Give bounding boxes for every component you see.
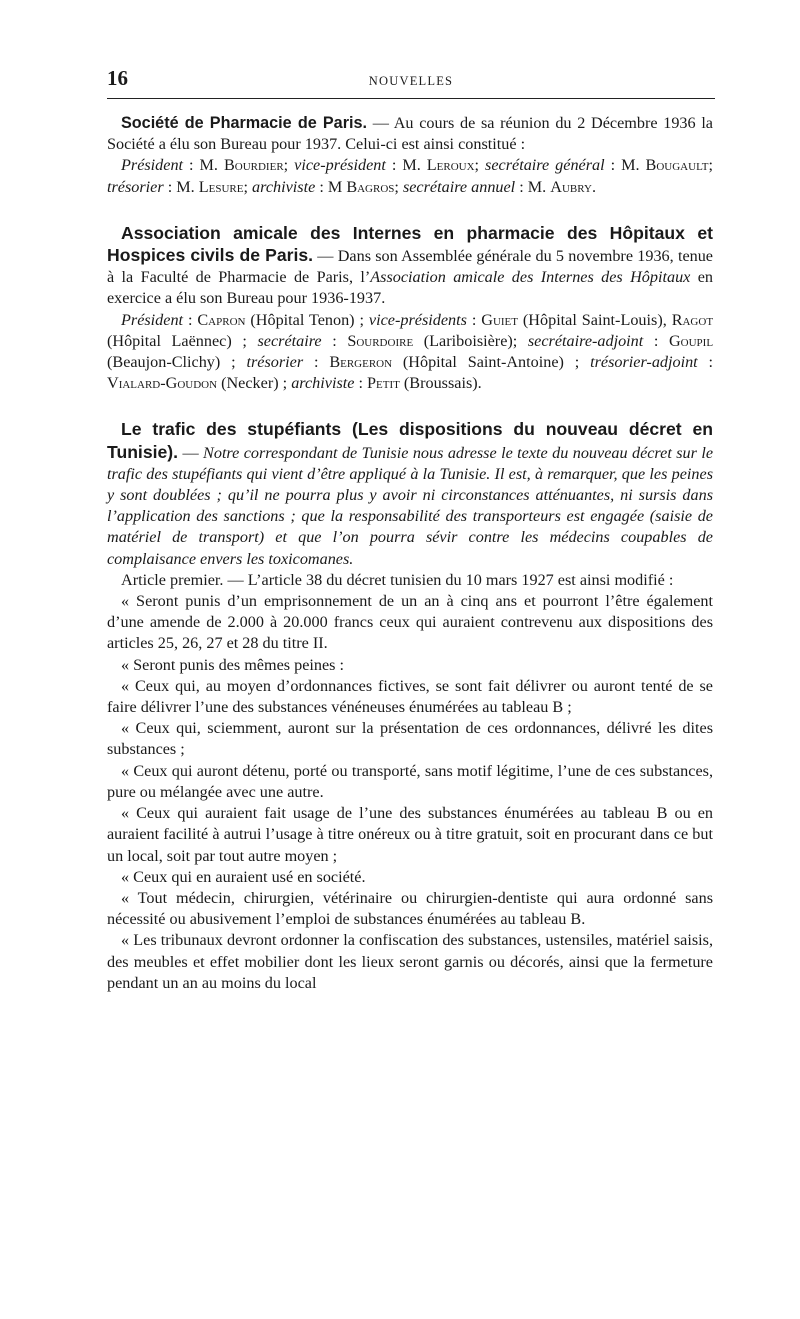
role-entry: secrétaire : Sourdoire (Lariboisière); — [257, 331, 518, 350]
section-heading: Société de Pharmacie de Paris. — [121, 114, 367, 132]
article-body — [107, 113, 713, 1019]
role-entry: trésorier : Bergeron (Hôpital Saint-Antoine) ; — [246, 353, 580, 372]
role-entry: vice-président : M. Leroux; — [294, 156, 480, 175]
role-entry: trésorier : M. Lesure; — [107, 177, 248, 196]
role-entry: trésorier-adjoint : Vialard-Goudon (Necker) ; — [107, 353, 714, 393]
decree-paragraph: « Ceux qui auraient fait usage de l’une des substances énumérées au tableau B ou en auraient facilité à autrui l’usage à titre onéreux ou à titre gratuit, soit en procurant dans ce but un local, soit par tout autre moyen ; — [107, 804, 713, 865]
role-entry: secrétaire-adjoint : Goupil (Beaujon-Clichy) ; — [107, 331, 714, 372]
decree-paragraph: « Ceux qui en auraient usé en société. — [121, 867, 366, 886]
page-number: 16 — [107, 66, 128, 90]
role-entry: Président : Capron (Hôpital Tenon) ; — [121, 310, 364, 329]
section-intro: — Au cours de sa réunion du 2 Décembre 1936 la Société a élu son Bureau pour 1937. Celui-ci est ainsi constitué : — [107, 114, 713, 154]
decree-paragraph: « Tout médecin, chirurgien, vétérinaire ou chirurgien-dentiste qui aura ordonné sans nécessité ou abusivement l’emploi de substances énumérées au tableau B. — [107, 888, 713, 929]
article-paragraph: Article premier. — L’article 38 du décret tunisien du 10 mars 1927 est ainsi modifié : — [121, 570, 674, 589]
page-header — [107, 66, 715, 92]
role-entry: Président : M. Bourdier; — [121, 156, 289, 175]
section-intro: Notre correspondant de Tunisie nous adresse le texte du nouveau décret sur le trafic des stupéfiants qui vient d’être appliqué à la Tunisie. Il est, à remarquer, que les peines y sont doublées ; qu’il ne pourra plus y avoir ni circonstances atténuantes, ni sursis dans l’application des sanctions ; que la responsabilité des transporteurs est engagée (saisie de matériel de transport) et que l’on pourra sévir contre les médecins coupables de complaisance envers les toxicomanes. — [107, 443, 714, 568]
decree-paragraph: « Seront punis d’un emprisonnement de un an à cinq ans et pourront l’être également d’une amende de 2.000 à 20.000 francs ceux qui auraient contrevenu aux dispositions des articles 25, 26, 27 et 28 du titre II. — [107, 592, 713, 653]
decree-paragraph: « Seront punis des mêmes peines : — [121, 655, 344, 674]
section-heading: Le trafic des stupéfiants (Les dispositions du nouveau décret en Tunisie). — [107, 419, 713, 462]
decree-paragraph: « Ceux qui auront détenu, porté ou transporté, sans motif légitime, l’une de ces substances, pure ou mélangée avec une autre. — [107, 761, 713, 801]
section-paragraph — [107, 113, 713, 155]
section-societe-pharmacie — [107, 113, 713, 198]
section-trafic-stupefiants — [107, 419, 713, 993]
bureau-members — [107, 310, 713, 395]
role-entry: archiviste : Petit (Broussais). — [291, 374, 482, 393]
running-head: NOUVELLES — [368, 74, 454, 88]
section-paragraph: Association amicale des Internes en pharmacie des Hôpitaux et Hospices civils de Paris. — Dans son Assemblée générale du 5 novembre 1936, tenue à la Faculté de Pharmacie de Paris, l’Association amicale des Internes des Hôpitaux en exercice a élu son Bureau pour 1936-1937. — [107, 222, 714, 308]
decree-paragraph: « Ceux qui, au moyen d’ordonnances fictives, se sont fait délivrer ou auront tenté de se faire délivrer l’une des substances vénéneuses énumérées au tableau B ; — [107, 676, 713, 717]
role-entry: vice-présidents : Guiet (Hôpital Saint-Louis), Ragot (Hôpital Laënnec) ; — [107, 310, 714, 350]
section-association-internes — [107, 223, 713, 395]
role-entry: archiviste : M Bagros; — [252, 177, 399, 196]
section-paragraph: Le trafic des stupéfiants (Les dispositions du nouveau décret en Tunisie). — Notre correspondant de Tunisie nous adresse le texte du nouveau décret sur le trafic des stupéfiants qui vient d’être appliqué à la Tunisie. Il est, à remarquer, que les peines y sont doublées ; qu’il ne pourra plus y avoir ni circonstances atténuantes, ni sursis dans l’application des sanctions ; que la responsabilité des transporteurs est engagée (saisie de matériel de transport) et que l’on pourra sévir contre les médecins coupables de complaisance envers les toxicomanes. — [107, 419, 714, 568]
header-rule — [107, 98, 715, 99]
decree-paragraph: « Les tribunaux devront ordonner la confiscation des substances, ustensiles, matériel saisis, des meubles et effet mobilier dont les lieux seront garnis ou décorés, ainsi que la fermeture pendant un an au moins du local — [107, 931, 713, 992]
bureau-members — [107, 155, 713, 197]
role-entry: secrétaire annuel : M. Aubry. — [402, 177, 596, 196]
role-entry: secrétaire général : M. Bougault; — [485, 156, 713, 175]
section-heading: Association amicale des Internes en pharmacie des Hôpitaux et Hospices civils de Paris. — [107, 222, 713, 266]
decree-paragraph: « Ceux qui, sciemment, auront sur la présentation de ces ordonnances, délivré les dites substances ; — [107, 719, 713, 759]
